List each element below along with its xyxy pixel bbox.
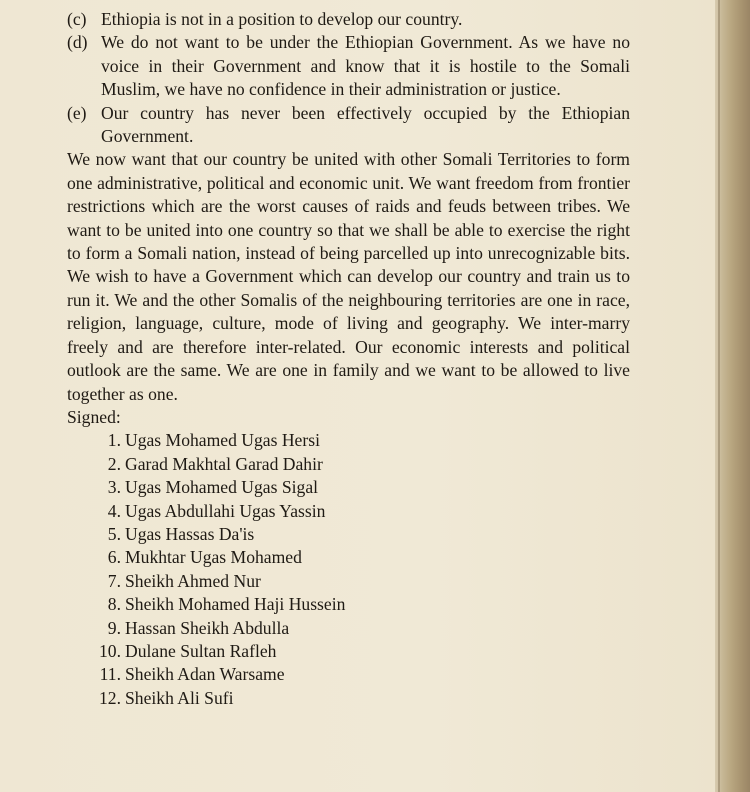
binding-edge <box>718 0 720 792</box>
signatory-item <box>67 640 630 663</box>
signatory-name: Sheikh Adan Warsame <box>125 664 285 685</box>
signatory-item <box>67 453 630 476</box>
signatory-name: Sheikh Ali Sufi <box>125 687 234 708</box>
main-paragraph: We now want that our country be united with other Somali Territories to form one administrative, political and economic unit. We want freedom from frontier restrictions which are the worst causes of raids and feuds between tribes. We want to be united into one country so that we shall be able to exercise the right to form a Somali nation, instead of being parcelled up into unrecognizable bits. We wish to have a Government which can develop our country and train us to run it. We and the other Somalis of the neighbouring territories are one in race, religion, language, culture, mode of living and geography. We inter-marry freely and are therefore inter-related. Our economic interests and political outlook are the same. We are one in family and we want to be allowed to live together as one. <box>67 149 630 404</box>
clause-label: (e) <box>67 102 87 123</box>
signatory-item <box>67 617 630 640</box>
signatory-number: 3. <box>107 477 121 498</box>
signatory-item <box>67 546 630 569</box>
signatory-number: 7. <box>107 570 121 591</box>
signatory-item <box>67 593 630 616</box>
signatory-number: 8. <box>107 594 121 615</box>
signatory-name: Sheikh Mohamed Haji Hussein <box>125 594 346 615</box>
page-text <box>67 8 630 710</box>
clause-c <box>67 8 630 31</box>
signatory-name: Dulane Sultan Rafleh <box>125 640 277 661</box>
signatory-item <box>67 570 630 593</box>
signatory-name: Hassan Sheikh Abdulla <box>125 617 290 638</box>
signatory-number: 12. <box>99 687 121 708</box>
signatory-name: Ugas Mohamed Ugas Hersi <box>125 430 320 451</box>
clause-text: Our country has never been effectively occupied by the Ethiopian Government. <box>101 102 630 147</box>
clause-e <box>67 102 630 149</box>
signatory-number: 6. <box>107 547 121 568</box>
clause-text: We do not want to be under the Ethiopian Government. As we have no voice in their Government and know that it is hostile to the Somali Muslim, we have no confidence in their administration or justice. <box>101 32 630 100</box>
signed-label: Signed: <box>67 406 121 427</box>
signatory-item <box>67 476 630 499</box>
signatory-number: 5. <box>107 523 121 544</box>
signatory-number: 4. <box>107 500 121 521</box>
signatory-item <box>67 523 630 546</box>
signatory-item <box>67 500 630 523</box>
clause-d <box>67 31 630 101</box>
signatory-number: 2. <box>107 453 121 474</box>
signatory-name: Garad Makhtal Garad Dahir <box>125 453 323 474</box>
signatory-item <box>67 429 630 452</box>
signatory-list <box>67 429 630 710</box>
clause-label: (c) <box>67 9 87 29</box>
signatory-name: Sheikh Ahmed Nur <box>125 570 261 591</box>
signatory-item <box>67 687 630 710</box>
clause-label: (d) <box>67 32 88 53</box>
signatory-item <box>67 663 630 686</box>
book-binding <box>715 0 750 792</box>
signatory-number: 9. <box>107 617 121 638</box>
signatory-number: 10. <box>99 640 121 661</box>
clause-text: Ethiopia is not in a position to develop our country. <box>101 9 463 29</box>
signatory-number: 11. <box>99 664 121 685</box>
signatory-name: Ugas Mohamed Ugas Sigal <box>125 477 319 498</box>
signatory-number: 1. <box>107 430 121 451</box>
signatory-name: Ugas Abdullahi Ugas Yassin <box>125 500 326 521</box>
signatory-name: Ugas Hassas Da'is <box>125 523 255 544</box>
signatory-name: Mukhtar Ugas Mohamed <box>125 547 302 568</box>
